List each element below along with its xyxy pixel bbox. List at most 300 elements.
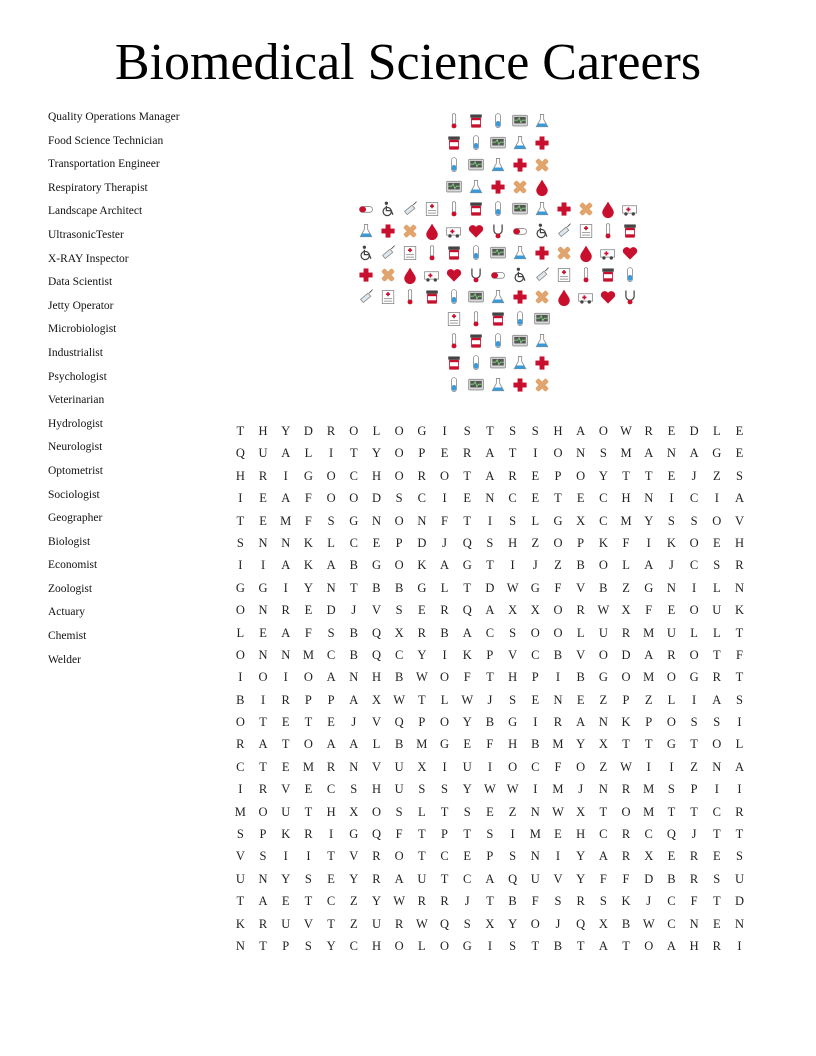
test-tube-icon — [452, 378, 457, 392]
grid-letter: O — [530, 916, 540, 931]
bandage-icon — [381, 268, 395, 282]
grid-letter: Y — [281, 424, 291, 438]
grid-letter: R — [417, 894, 427, 909]
grid-letter: Y — [371, 446, 381, 461]
grid-letter: Q — [371, 625, 381, 640]
grid-letter: L — [576, 625, 585, 640]
test-tube-icon — [496, 202, 501, 216]
grid-letter: R — [440, 603, 449, 618]
grid-letter: C — [349, 468, 358, 483]
grid-letter: O — [349, 424, 359, 438]
test-tube-icon — [628, 268, 633, 282]
grid-letter: U — [394, 759, 404, 774]
grid-letter: X — [598, 737, 608, 752]
grid-letter: R — [735, 558, 744, 573]
ambulance-icon — [623, 206, 637, 216]
wheelchair-icon — [383, 202, 393, 216]
grid-letter: E — [735, 424, 744, 438]
grid-letter: C — [667, 916, 676, 931]
grid-letter: R — [326, 424, 336, 438]
grid-letter: J — [351, 715, 357, 730]
grid-letter: T — [644, 737, 653, 752]
grid-letter: Q — [235, 446, 245, 461]
grid-letter: O — [371, 804, 381, 819]
medical-monitor-icon — [469, 291, 484, 302]
grid-letter: I — [510, 827, 515, 842]
grid-letter: C — [349, 938, 358, 953]
grid-letter: N — [326, 580, 336, 595]
grid-letter: R — [372, 871, 381, 886]
grid-letter: O — [440, 468, 450, 483]
word-list-item: Hydrologist — [48, 417, 103, 430]
grid-letter: Y — [462, 715, 472, 730]
grid-letter: H — [371, 938, 381, 953]
grid-letter: T — [236, 513, 245, 528]
grid-letter: E — [463, 737, 472, 752]
grid-letter: R — [281, 603, 290, 618]
grid-letter: S — [395, 491, 403, 506]
grid-letter: M — [302, 759, 314, 774]
grid-letter: I — [487, 759, 492, 774]
grid-letter: L — [304, 446, 313, 461]
grid-letter: E — [531, 468, 540, 483]
grid-letter: S — [395, 603, 403, 618]
grid-letter: Q — [508, 871, 518, 886]
flask-icon — [492, 378, 503, 390]
grid-letter: O — [666, 715, 676, 730]
thermometer-icon — [408, 290, 413, 305]
grid-letter: I — [329, 827, 334, 842]
grid-letter: Z — [508, 804, 517, 819]
grid-letter: U — [235, 871, 245, 886]
grid-letter: R — [667, 647, 676, 662]
grid-letter: H — [734, 535, 744, 550]
grid-letter: S — [554, 894, 562, 909]
word-list-item: X-RAY Inspector — [48, 252, 129, 265]
grid-letter: U — [258, 446, 268, 461]
grid-letter: O — [394, 558, 404, 573]
grid-letter: I — [442, 759, 447, 774]
grid-letter: C — [326, 782, 336, 797]
grid-letter: B — [576, 558, 585, 573]
grid-letter: O — [235, 715, 245, 730]
grid-letter: B — [394, 670, 404, 685]
syringe-icon — [383, 246, 395, 259]
grid-letter: C — [531, 647, 540, 662]
syringe-icon — [405, 202, 417, 215]
grid-letter: X — [485, 916, 495, 931]
grid-letter: J — [487, 692, 493, 707]
word-list-item: Psychologist — [48, 370, 107, 383]
grid-letter: B — [667, 871, 676, 886]
grid-letter: F — [441, 513, 448, 528]
grid-letter: E — [554, 827, 562, 842]
grid-letter: E — [440, 446, 449, 461]
grid-letter: T — [236, 424, 245, 438]
grid-letter: I — [646, 759, 651, 774]
grid-letter: M — [302, 647, 314, 662]
grid-letter: B — [553, 647, 563, 662]
grid-letter: O — [712, 737, 722, 752]
grid-letter: T — [463, 513, 472, 528]
grid-letter: I — [487, 513, 492, 528]
grid-letter: C — [644, 827, 653, 842]
grid-letter: X — [417, 759, 427, 774]
bandage-icon — [579, 202, 593, 216]
test-tube-icon — [474, 246, 479, 260]
grid-letter: N — [530, 804, 540, 819]
grid-letter: W — [415, 916, 428, 931]
grid-letter: T — [712, 894, 721, 909]
grid-letter: W — [506, 580, 519, 595]
grid-letter: L — [690, 625, 698, 640]
grid-letter: P — [622, 692, 630, 707]
grid-letter: W — [415, 670, 428, 685]
medical-chart-icon — [426, 202, 437, 215]
ambulance-icon — [425, 272, 439, 282]
grid-letter: S — [599, 894, 607, 909]
medical-monitor-icon — [491, 137, 506, 148]
grid-letter: R — [236, 737, 245, 752]
grid-letter: X — [576, 513, 586, 528]
grid-letter: G — [689, 670, 699, 685]
grid-letter: O — [394, 938, 404, 953]
grid-letter: Q — [666, 827, 676, 842]
grid-letter: B — [372, 580, 381, 595]
word-list-item: Veterinarian — [48, 394, 105, 407]
grid-letter: J — [351, 603, 357, 618]
grid-letter: T — [712, 647, 721, 662]
grid-letter: L — [712, 580, 721, 595]
syringe-icon — [537, 268, 549, 281]
stethoscope-icon — [626, 290, 634, 304]
medical-monitor-icon — [491, 357, 506, 368]
grid-letter: S — [667, 782, 675, 797]
grid-letter: V — [281, 782, 291, 797]
grid-letter: X — [371, 692, 381, 707]
pill-bottle-icon — [602, 268, 613, 281]
grid-letter: T — [690, 737, 698, 752]
flask-icon — [492, 158, 503, 170]
grid-letter: M — [280, 513, 292, 528]
grid-letter: G — [417, 580, 427, 595]
word-list-item: Chemist — [48, 630, 87, 643]
grid-letter: J — [464, 894, 470, 909]
grid-letter: W — [484, 782, 496, 797]
grid-letter: G — [258, 580, 268, 595]
grid-letter: A — [485, 468, 495, 483]
blood-drop-icon — [580, 246, 591, 262]
grid-letter: F — [554, 580, 562, 595]
grid-letter: Y — [644, 513, 654, 528]
grid-letter: J — [646, 894, 652, 909]
grid-letter: G — [553, 513, 563, 528]
grid-letter: M — [643, 782, 655, 797]
grid-letter: X — [508, 603, 518, 618]
grid-letter: I — [669, 759, 674, 774]
grid-letter: C — [712, 804, 721, 819]
grid-letter: H — [371, 670, 381, 685]
grid-letter: X — [598, 916, 608, 931]
flask-icon — [514, 136, 525, 148]
grid-letter: S — [327, 625, 335, 640]
grid-letter: A — [326, 670, 336, 685]
grid-letter: A — [258, 894, 268, 909]
blood-drop-icon — [404, 268, 415, 284]
grid-letter: E — [372, 535, 381, 550]
grid-letter: R — [304, 827, 313, 842]
flask-icon — [536, 202, 547, 214]
grid-letter: C — [236, 759, 245, 774]
flask-icon — [470, 180, 481, 192]
grid-letter: N — [553, 692, 563, 707]
grid-letter: N — [576, 446, 586, 461]
grid-letter: E — [531, 491, 540, 506]
grid-letter: F — [395, 827, 403, 842]
grid-letter: S — [735, 849, 743, 864]
grid-letter: G — [235, 580, 245, 595]
grid-letter: E — [712, 849, 721, 864]
first-aid-plus-icon — [535, 136, 548, 149]
grid-letter: Y — [576, 849, 586, 864]
first-aid-plus-icon — [513, 290, 526, 303]
grid-letter: O — [689, 603, 699, 618]
grid-letter: O — [598, 647, 608, 662]
grid-letter: P — [577, 535, 585, 550]
grid-letter: P — [486, 849, 494, 864]
grid-letter: Q — [462, 535, 472, 550]
grid-letter: O — [440, 938, 450, 953]
grid-letter: T — [486, 558, 494, 573]
grid-letter: T — [327, 916, 335, 931]
grid-letter: N — [666, 580, 676, 595]
grid-letter: T — [281, 737, 290, 752]
grid-letter: W — [393, 692, 406, 707]
grid-letter: H — [326, 804, 336, 819]
grid-letter: F — [304, 625, 312, 640]
grid-letter: L — [440, 692, 449, 707]
bandage-icon — [535, 378, 549, 392]
grid-letter: O — [394, 849, 404, 864]
word-list-item: Industrialist — [48, 346, 103, 359]
grid-letter: F — [304, 491, 312, 506]
grid-letter: A — [281, 446, 291, 461]
grid-letter: T — [418, 849, 426, 864]
grid-letter: S — [304, 871, 312, 886]
grid-letter: S — [236, 535, 244, 550]
grid-letter: N — [235, 938, 245, 953]
flask-icon — [492, 290, 503, 302]
grid-letter: A — [666, 938, 676, 953]
grid-letter: U — [281, 916, 291, 931]
grid-letter: M — [620, 446, 632, 461]
pill-bottle-icon — [448, 356, 459, 369]
grid-letter: I — [555, 849, 561, 864]
first-aid-plus-icon — [557, 202, 570, 215]
grid-letter: E — [259, 491, 267, 506]
flask-icon — [514, 246, 525, 258]
grid-letter: A — [281, 625, 291, 640]
grid-letter: A — [734, 491, 744, 506]
grid-letter: X — [644, 849, 654, 864]
grid-letter: D — [303, 424, 313, 438]
grid-letter: O — [303, 670, 313, 685]
grid-letter: W — [597, 603, 610, 618]
grid-letter: C — [667, 894, 676, 909]
grid-letter: I — [283, 670, 288, 685]
grid-letter: E — [281, 759, 290, 774]
grid-letter: A — [644, 558, 654, 573]
medical-monitor-icon — [491, 247, 506, 258]
grid-letter: S — [509, 849, 517, 864]
grid-letter: A — [734, 759, 744, 774]
thermometer-icon — [452, 114, 457, 129]
grid-letter: V — [576, 580, 586, 595]
grid-letter: L — [735, 737, 744, 752]
medical-monitor-icon — [535, 313, 550, 324]
grid-letter: E — [304, 782, 313, 797]
grid-letter: I — [692, 580, 697, 595]
grid-letter: P — [486, 647, 494, 662]
pill-capsule-icon — [359, 207, 372, 213]
grid-letter: M — [552, 782, 564, 797]
grid-letter: I — [442, 647, 447, 662]
grid-letter: T — [259, 715, 267, 730]
grid-letter: C — [599, 513, 608, 528]
grid-letter: I — [737, 782, 742, 797]
grid-letter: E — [463, 849, 472, 864]
grid-letter: R — [712, 670, 721, 685]
grid-letter: K — [235, 916, 245, 931]
grid-letter: K — [462, 647, 472, 662]
grid-letter: L — [372, 737, 381, 752]
grid-letter: M — [234, 804, 246, 819]
grid-letter: T — [712, 827, 721, 842]
grid-letter: O — [689, 535, 699, 550]
grid-letter: S — [463, 916, 471, 931]
grid-letter: A — [598, 849, 608, 864]
grid-letter: Z — [599, 759, 608, 774]
grid-letter: N — [666, 446, 676, 461]
thermometer-icon — [606, 224, 611, 239]
grid-letter: R — [508, 468, 517, 483]
flask-icon — [514, 356, 525, 368]
grid-letter: N — [258, 603, 268, 618]
grid-letter: H — [689, 938, 699, 953]
grid-letter: A — [689, 446, 699, 461]
grid-letter: M — [620, 513, 632, 528]
grid-letter: Z — [531, 535, 540, 550]
bandage-icon — [535, 290, 549, 304]
word-list-item: Geographer — [48, 512, 103, 525]
ambulance-icon — [601, 250, 615, 260]
grid-letter: N — [258, 871, 268, 886]
wheelchair-icon — [515, 268, 525, 282]
grid-letter: J — [668, 558, 674, 573]
grid-letter: H — [508, 535, 518, 550]
grid-letter: Y — [326, 938, 336, 953]
grid-letter: O — [530, 625, 540, 640]
grid-letter: R — [576, 894, 585, 909]
grid-letter: C — [508, 491, 517, 506]
grid-letter: C — [394, 647, 404, 662]
grid-letter: O — [644, 938, 654, 953]
grid-letter: N — [485, 491, 495, 506]
grid-letter: I — [533, 446, 538, 461]
grid-letter: X — [530, 603, 540, 618]
grid-letter: B — [621, 916, 631, 931]
grid-letter: B — [508, 894, 517, 909]
grid-letter: F — [486, 737, 494, 752]
grid-letter: S — [463, 424, 471, 438]
grid-letter: P — [441, 827, 448, 842]
grid-letter: N — [258, 647, 268, 662]
grid-letter: O — [258, 804, 268, 819]
grid-letter: O — [553, 603, 563, 618]
first-aid-plus-icon — [359, 268, 372, 281]
grid-letter: O — [553, 446, 563, 461]
grid-letter: V — [508, 647, 518, 662]
grid-letter: C — [417, 491, 427, 506]
grid-letter: T — [304, 715, 313, 730]
grid-letter: F — [645, 603, 653, 618]
grid-letter: N — [281, 647, 291, 662]
flask-icon — [536, 114, 547, 126]
grid-letter: T — [259, 938, 267, 953]
grid-letter: K — [303, 558, 313, 573]
grid-letter: N — [417, 513, 427, 528]
grid-letter: D — [689, 424, 699, 438]
grid-letter: O — [598, 424, 608, 438]
first-aid-plus-icon — [513, 378, 526, 391]
word-list-item: Biologist — [48, 535, 91, 548]
grid-letter: S — [350, 782, 358, 797]
grid-letter: I — [692, 692, 697, 707]
flask-icon — [536, 334, 547, 346]
stethoscope-icon — [472, 268, 480, 282]
grid-letter: T — [599, 804, 608, 819]
grid-letter: I — [555, 670, 561, 685]
grid-letter: V — [235, 849, 245, 864]
grid-letter: V — [349, 849, 359, 864]
grid-letter: T — [304, 894, 313, 909]
wheelchair-icon — [361, 246, 371, 260]
grid-letter: T — [622, 468, 630, 483]
grid-letter: W — [506, 782, 519, 797]
grid-letter: A — [394, 871, 404, 886]
grid-letter: J — [555, 916, 561, 931]
grid-letter: T — [463, 580, 472, 595]
grid-letter: O — [235, 647, 245, 662]
grid-letter: B — [576, 670, 585, 685]
grid-letter: V — [303, 916, 313, 931]
blood-drop-icon — [426, 224, 437, 240]
word-list-item: Food Science Technician — [48, 134, 164, 147]
grid-letter: N — [371, 513, 381, 528]
grid-letter: P — [690, 782, 698, 797]
grid-letter: C — [463, 871, 472, 886]
first-aid-plus-icon — [535, 356, 548, 369]
grid-letter: G — [417, 424, 427, 438]
test-tube-icon — [474, 136, 479, 150]
grid-letter: E — [576, 491, 585, 506]
grid-letter: B — [440, 625, 449, 640]
grid-letter: Y — [462, 782, 472, 797]
grid-letter: M — [643, 804, 655, 819]
grid-letter: Q — [576, 916, 586, 931]
grid-letter: P — [418, 446, 426, 461]
bandage-icon — [557, 246, 571, 260]
